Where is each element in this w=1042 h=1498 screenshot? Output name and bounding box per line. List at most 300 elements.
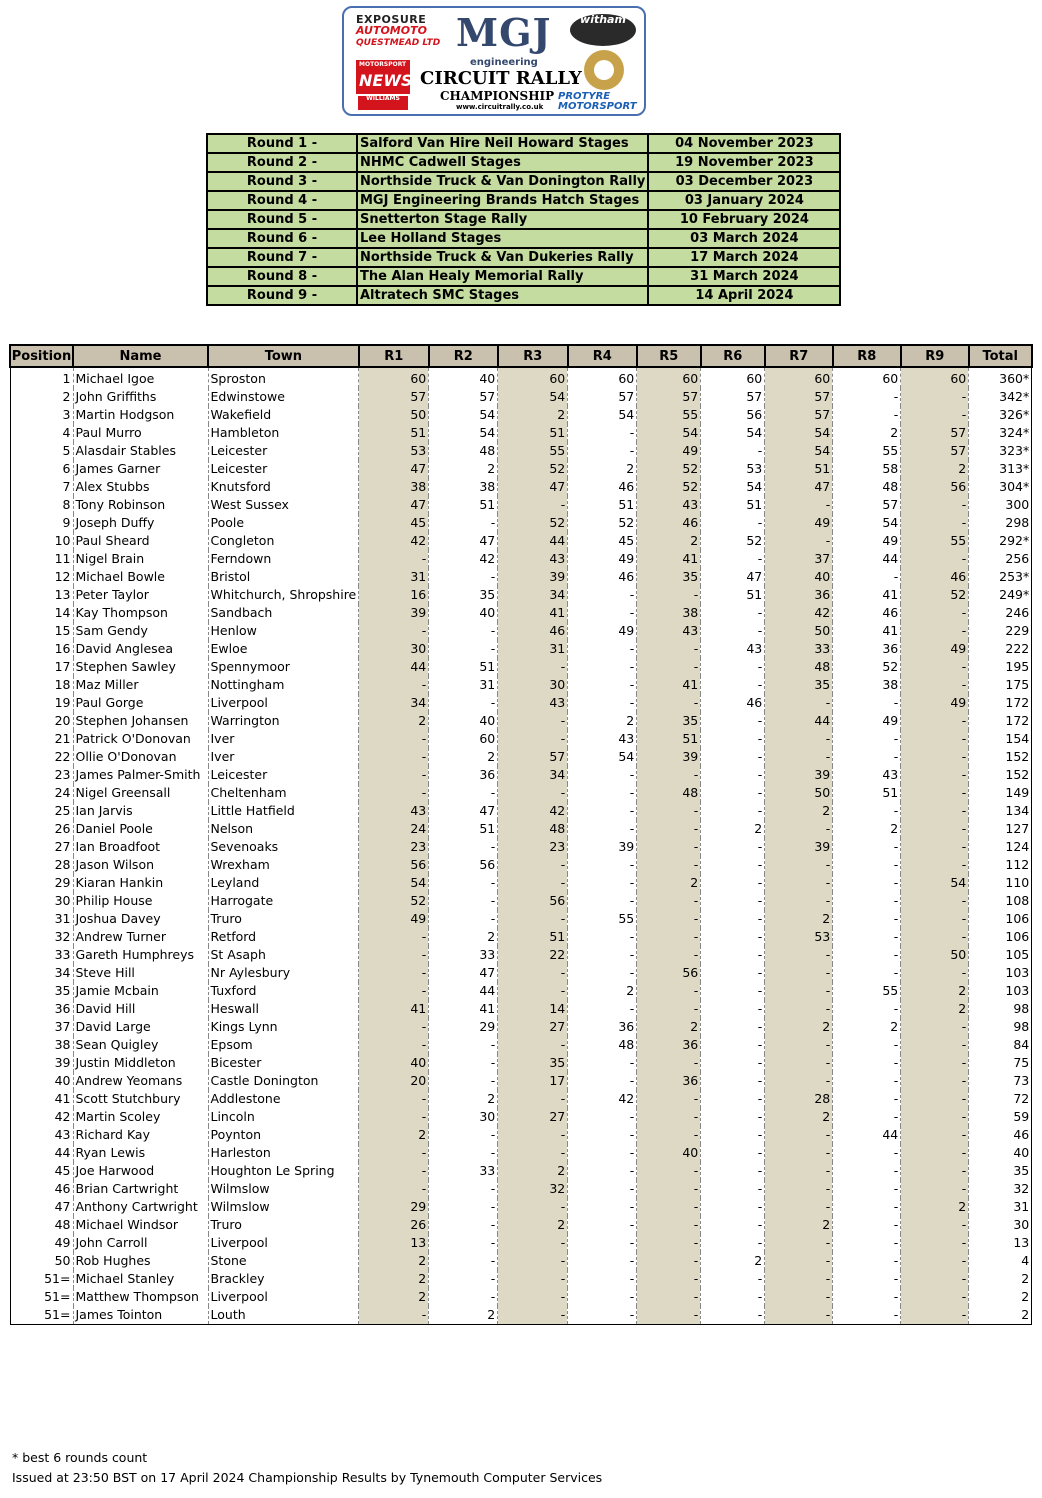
round-score-cell: 40: [765, 568, 833, 586]
round-row: [207, 229, 840, 248]
total-cell: 103: [969, 964, 1032, 982]
table-row: [10, 1054, 1032, 1072]
round-score-cell: 42: [498, 802, 568, 820]
total-cell: 98: [969, 1018, 1032, 1036]
round-score-cell: 30: [429, 1108, 498, 1126]
total-cell: 149: [969, 784, 1032, 802]
town-cell: Poynton: [208, 1126, 359, 1144]
round-score-cell: -: [637, 1090, 701, 1108]
round-score-cell: 41: [637, 676, 701, 694]
round-score-cell: 30: [498, 676, 568, 694]
total-cell: 342*: [969, 388, 1032, 406]
column-header: R4: [568, 345, 637, 367]
round-score-cell: -: [701, 1090, 765, 1108]
total-cell: 134: [969, 802, 1032, 820]
position-cell: 41: [10, 1090, 73, 1108]
round-score-cell: -: [833, 1198, 901, 1216]
round-score-cell: -: [568, 1198, 637, 1216]
round-score-cell: 17: [498, 1072, 568, 1090]
round-score-cell: -: [637, 694, 701, 712]
round-score-cell: -: [833, 1000, 901, 1018]
round-score-cell: -: [568, 1234, 637, 1252]
table-row: [10, 658, 1032, 676]
town-cell: Sevenoaks: [208, 838, 359, 856]
round-score-cell: 51: [637, 730, 701, 748]
round-score-cell: 56: [498, 892, 568, 910]
round-score-cell: -: [833, 1036, 901, 1054]
round-score-cell: -: [498, 1090, 568, 1108]
column-header: Total: [969, 345, 1032, 367]
round-score-cell: 2: [498, 406, 568, 424]
round-score-cell: 54: [359, 874, 429, 892]
column-header: R7: [765, 345, 833, 367]
round-score-cell: -: [637, 1306, 701, 1325]
round-score-cell: -: [701, 730, 765, 748]
position-cell: 32: [10, 928, 73, 946]
town-cell: Truro: [208, 1216, 359, 1234]
round-score-cell: -: [901, 892, 969, 910]
column-header: R2: [429, 345, 498, 367]
round-score-cell: -: [765, 1234, 833, 1252]
round-score-cell: -: [359, 964, 429, 982]
round-score-cell: 43: [701, 640, 765, 658]
total-cell: 105: [969, 946, 1032, 964]
round-score-cell: -: [498, 1270, 568, 1288]
round-score-cell: -: [701, 622, 765, 640]
driver-name-cell: Nigel Greensall: [73, 784, 208, 802]
table-row: [10, 856, 1032, 874]
driver-name-cell: James Garner: [73, 460, 208, 478]
round-score-cell: -: [701, 784, 765, 802]
round-score-cell: -: [765, 694, 833, 712]
round-score-cell: -: [765, 856, 833, 874]
driver-name-cell: Justin Middleton: [73, 1054, 208, 1072]
driver-name-cell: Kay Thompson: [73, 604, 208, 622]
town-cell: Whitchurch, Shropshire: [208, 586, 359, 604]
round-label: Round 3 -: [207, 172, 357, 191]
town-cell: Warrington: [208, 712, 359, 730]
round-score-cell: 56: [701, 406, 765, 424]
round-score-cell: -: [701, 442, 765, 460]
total-cell: 110: [969, 874, 1032, 892]
total-cell: 59: [969, 1108, 1032, 1126]
round-score-cell: -: [429, 1288, 498, 1306]
position-cell: 43: [10, 1126, 73, 1144]
position-cell: 19: [10, 694, 73, 712]
round-score-cell: -: [429, 1144, 498, 1162]
total-cell: 112: [969, 856, 1032, 874]
round-score-cell: -: [833, 1252, 901, 1270]
round-score-cell: -: [359, 766, 429, 784]
round-score-cell: 2: [833, 1018, 901, 1036]
round-date: 10 February 2024: [648, 210, 840, 229]
position-cell: 33: [10, 946, 73, 964]
round-score-cell: -: [568, 1144, 637, 1162]
round-score-cell: -: [568, 1162, 637, 1180]
driver-name-cell: Martin Scoley: [73, 1108, 208, 1126]
driver-name-cell: David Anglesea: [73, 640, 208, 658]
round-score-cell: 42: [359, 532, 429, 550]
round-score-cell: -: [568, 1108, 637, 1126]
round-score-cell: 41: [637, 550, 701, 568]
round-score-cell: 34: [359, 694, 429, 712]
round-score-cell: -: [901, 964, 969, 982]
town-cell: Nelson: [208, 820, 359, 838]
round-score-cell: -: [568, 856, 637, 874]
round-score-cell: -: [359, 1018, 429, 1036]
round-score-cell: 2: [359, 1252, 429, 1270]
round-score-cell: -: [701, 910, 765, 928]
round-score-cell: -: [637, 1234, 701, 1252]
championship-subtitle: CHAMPIONSHIP: [440, 89, 555, 103]
round-row: [207, 267, 840, 286]
round-score-cell: -: [901, 766, 969, 784]
driver-name-cell: Anthony Cartwright: [73, 1198, 208, 1216]
round-score-cell: -: [701, 604, 765, 622]
round-score-cell: 35: [429, 586, 498, 604]
total-cell: 175: [969, 676, 1032, 694]
round-score-cell: 57: [833, 496, 901, 514]
town-cell: Little Hatfield: [208, 802, 359, 820]
town-cell: St Asaph: [208, 946, 359, 964]
round-score-cell: -: [637, 838, 701, 856]
position-cell: 15: [10, 622, 73, 640]
round-score-cell: -: [701, 1288, 765, 1306]
position-cell: 45: [10, 1162, 73, 1180]
position-cell: 7: [10, 478, 73, 496]
round-score-cell: 46: [568, 478, 637, 496]
position-cell: 50: [10, 1252, 73, 1270]
round-score-cell: 47: [765, 478, 833, 496]
round-score-cell: -: [833, 1288, 901, 1306]
round-score-cell: -: [637, 1216, 701, 1234]
town-cell: Epsom: [208, 1036, 359, 1054]
round-event-name: NHMC Cadwell Stages: [357, 153, 648, 172]
round-score-cell: -: [568, 694, 637, 712]
round-score-cell: -: [637, 766, 701, 784]
automoto-sponsor-logo: AUTOMOTO: [356, 24, 427, 37]
position-cell: 28: [10, 856, 73, 874]
town-cell: Brackley: [208, 1270, 359, 1288]
round-score-cell: 48: [765, 658, 833, 676]
round-score-cell: -: [701, 1126, 765, 1144]
round-score-cell: 48: [498, 820, 568, 838]
town-cell: Ferndown: [208, 550, 359, 568]
driver-name-cell: Ian Jarvis: [73, 802, 208, 820]
position-cell: 22: [10, 748, 73, 766]
table-row: [10, 712, 1032, 730]
position-cell: 40: [10, 1072, 73, 1090]
round-score-cell: -: [833, 874, 901, 892]
round-score-cell: -: [701, 802, 765, 820]
table-row: [10, 514, 1032, 532]
town-cell: Leyland: [208, 874, 359, 892]
round-score-cell: -: [359, 622, 429, 640]
total-cell: 13: [969, 1234, 1032, 1252]
town-cell: Congleton: [208, 532, 359, 550]
table-row: [10, 982, 1032, 1000]
round-score-cell: 60: [568, 367, 637, 388]
round-score-cell: 52: [701, 532, 765, 550]
driver-name-cell: Martin Hodgson: [73, 406, 208, 424]
total-cell: 31: [969, 1198, 1032, 1216]
driver-name-cell: Peter Taylor: [73, 586, 208, 604]
round-score-cell: 60: [701, 367, 765, 388]
position-cell: 10: [10, 532, 73, 550]
round-score-cell: 51: [833, 784, 901, 802]
driver-name-cell: Paul Sheard: [73, 532, 208, 550]
round-score-cell: 54: [637, 424, 701, 442]
table-row: [10, 946, 1032, 964]
column-header: R3: [498, 345, 568, 367]
table-row: [10, 1270, 1032, 1288]
round-score-cell: 52: [833, 658, 901, 676]
round-event-name: The Alan Healy Memorial Rally: [357, 267, 648, 286]
total-cell: 106: [969, 928, 1032, 946]
round-score-cell: -: [701, 712, 765, 730]
round-score-cell: -: [568, 802, 637, 820]
round-score-cell: -: [637, 820, 701, 838]
driver-name-cell: Michael Bowle: [73, 568, 208, 586]
round-score-cell: -: [429, 514, 498, 532]
round-score-cell: -: [701, 1306, 765, 1325]
town-cell: Bristol: [208, 568, 359, 586]
round-score-cell: -: [637, 1270, 701, 1288]
round-score-cell: -: [901, 1126, 969, 1144]
table-row: [10, 1090, 1032, 1108]
protyre-sponsor-logo: PROTYRE MOTORSPORT: [558, 91, 637, 112]
position-cell: 14: [10, 604, 73, 622]
position-cell: 5: [10, 442, 73, 460]
column-header: Position: [10, 345, 73, 367]
motorsport-news-big: NEWS: [359, 71, 413, 90]
round-date: 14 April 2024: [648, 286, 840, 305]
round-score-cell: 41: [833, 586, 901, 604]
round-score-cell: -: [901, 1108, 969, 1126]
round-score-cell: 54: [901, 874, 969, 892]
round-score-cell: 49: [833, 532, 901, 550]
round-score-cell: -: [765, 1306, 833, 1325]
round-score-cell: -: [568, 1072, 637, 1090]
round-score-cell: 2: [901, 1198, 969, 1216]
total-cell: 75: [969, 1054, 1032, 1072]
round-score-cell: -: [359, 730, 429, 748]
round-score-cell: 60: [765, 367, 833, 388]
town-cell: Nottingham: [208, 676, 359, 694]
round-score-cell: -: [498, 730, 568, 748]
round-score-cell: -: [701, 748, 765, 766]
driver-name-cell: Kiaran Hankin: [73, 874, 208, 892]
round-score-cell: -: [498, 712, 568, 730]
total-cell: 360*: [969, 367, 1032, 388]
round-score-cell: -: [498, 874, 568, 892]
round-score-cell: 2: [637, 874, 701, 892]
round-score-cell: -: [901, 406, 969, 424]
table-row: [10, 928, 1032, 946]
round-score-cell: 13: [359, 1234, 429, 1252]
total-cell: 222: [969, 640, 1032, 658]
round-score-cell: -: [901, 712, 969, 730]
witham-sponsor-logo: witham: [570, 14, 636, 46]
total-cell: 195: [969, 658, 1032, 676]
round-score-cell: 42: [765, 604, 833, 622]
round-score-cell: -: [901, 1036, 969, 1054]
total-cell: 246: [969, 604, 1032, 622]
position-cell: 17: [10, 658, 73, 676]
round-score-cell: 46: [833, 604, 901, 622]
total-cell: 292*: [969, 532, 1032, 550]
driver-name-cell: Andrew Yeomans: [73, 1072, 208, 1090]
round-score-cell: -: [833, 856, 901, 874]
round-date: 31 March 2024: [648, 267, 840, 286]
position-cell: 11: [10, 550, 73, 568]
round-score-cell: 47: [701, 568, 765, 586]
round-score-cell: -: [359, 748, 429, 766]
position-cell: 47: [10, 1198, 73, 1216]
position-cell: 20: [10, 712, 73, 730]
round-score-cell: -: [498, 1252, 568, 1270]
round-score-cell: -: [701, 964, 765, 982]
round-label: Round 1 -: [207, 134, 357, 153]
round-date: 19 November 2023: [648, 153, 840, 172]
round-score-cell: 2: [701, 820, 765, 838]
round-score-cell: 57: [765, 388, 833, 406]
total-cell: 2: [969, 1270, 1032, 1288]
round-score-cell: 55: [901, 532, 969, 550]
round-score-cell: 26: [359, 1216, 429, 1234]
round-score-cell: 27: [498, 1108, 568, 1126]
round-score-cell: -: [901, 1216, 969, 1234]
round-score-cell: -: [765, 1072, 833, 1090]
round-score-cell: -: [765, 946, 833, 964]
round-score-cell: 49: [568, 622, 637, 640]
table-row: [10, 730, 1032, 748]
exposure-sponsor-logo: EXPOSURE: [356, 13, 427, 26]
driver-name-cell: Steve Hill: [73, 964, 208, 982]
round-score-cell: 51: [359, 424, 429, 442]
round-score-cell: -: [568, 586, 637, 604]
round-score-cell: 51: [701, 586, 765, 604]
round-score-cell: 2: [765, 910, 833, 928]
table-row: [10, 1072, 1032, 1090]
round-score-cell: 14: [498, 1000, 568, 1018]
round-score-cell: -: [429, 694, 498, 712]
round-score-cell: 37: [765, 550, 833, 568]
town-cell: Retford: [208, 928, 359, 946]
table-row: [10, 640, 1032, 658]
position-cell: 3: [10, 406, 73, 424]
round-score-cell: 2: [901, 460, 969, 478]
round-score-cell: -: [765, 1000, 833, 1018]
round-label: Round 6 -: [207, 229, 357, 248]
driver-name-cell: Gareth Humphreys: [73, 946, 208, 964]
position-cell: 4: [10, 424, 73, 442]
round-score-cell: -: [901, 928, 969, 946]
town-cell: Liverpool: [208, 694, 359, 712]
round-score-cell: -: [637, 1162, 701, 1180]
position-cell: 18: [10, 676, 73, 694]
position-cell: 16: [10, 640, 73, 658]
driver-name-cell: Philip House: [73, 892, 208, 910]
round-score-cell: 54: [429, 406, 498, 424]
round-score-cell: -: [701, 1144, 765, 1162]
round-score-cell: -: [498, 982, 568, 1000]
town-cell: Knutsford: [208, 478, 359, 496]
round-score-cell: -: [701, 838, 765, 856]
round-score-cell: 31: [429, 676, 498, 694]
round-score-cell: -: [765, 874, 833, 892]
round-score-cell: -: [701, 514, 765, 532]
round-score-cell: 23: [359, 838, 429, 856]
round-score-cell: -: [637, 1288, 701, 1306]
round-label: Round 8 -: [207, 267, 357, 286]
total-cell: 324*: [969, 424, 1032, 442]
round-score-cell: -: [833, 1270, 901, 1288]
round-label: Round 2 -: [207, 153, 357, 172]
driver-name-cell: Sam Gendy: [73, 622, 208, 640]
round-score-cell: 43: [359, 802, 429, 820]
total-cell: 73: [969, 1072, 1032, 1090]
position-cell: 35: [10, 982, 73, 1000]
table-row: [10, 442, 1032, 460]
position-cell: 51=: [10, 1270, 73, 1288]
round-score-cell: 29: [429, 1018, 498, 1036]
round-score-cell: -: [637, 856, 701, 874]
round-score-cell: -: [765, 1162, 833, 1180]
total-cell: 2: [969, 1306, 1032, 1325]
round-score-cell: -: [429, 1252, 498, 1270]
position-cell: 36: [10, 1000, 73, 1018]
footnotes: [12, 1448, 602, 1488]
round-score-cell: -: [568, 766, 637, 784]
round-score-cell: -: [701, 1036, 765, 1054]
total-cell: 300: [969, 496, 1032, 514]
table-row: [10, 367, 1032, 388]
driver-name-cell: Rob Hughes: [73, 1252, 208, 1270]
round-score-cell: -: [901, 550, 969, 568]
round-date: 17 March 2024: [648, 248, 840, 267]
table-row: [10, 892, 1032, 910]
round-score-cell: 2: [765, 802, 833, 820]
position-cell: 8: [10, 496, 73, 514]
round-score-cell: 31: [498, 640, 568, 658]
round-score-cell: 36: [637, 1072, 701, 1090]
championship-title: CIRCUIT RALLY: [420, 68, 582, 89]
position-cell: 48: [10, 1216, 73, 1234]
total-cell: 40: [969, 1144, 1032, 1162]
round-score-cell: -: [833, 946, 901, 964]
round-score-cell: 57: [901, 424, 969, 442]
round-score-cell: 2: [901, 1000, 969, 1018]
table-row: [10, 784, 1032, 802]
driver-name-cell: Jason Wilson: [73, 856, 208, 874]
round-score-cell: 55: [833, 982, 901, 1000]
round-score-cell: 51: [701, 496, 765, 514]
round-score-cell: -: [765, 1054, 833, 1072]
position-cell: 30: [10, 892, 73, 910]
round-score-cell: 50: [901, 946, 969, 964]
round-score-cell: 2: [429, 1306, 498, 1325]
round-score-cell: -: [901, 1306, 969, 1325]
round-score-cell: 35: [765, 676, 833, 694]
town-cell: Kings Lynn: [208, 1018, 359, 1036]
position-cell: 26: [10, 820, 73, 838]
position-cell: 42: [10, 1108, 73, 1126]
round-score-cell: -: [498, 784, 568, 802]
round-score-cell: 35: [498, 1054, 568, 1072]
total-cell: 124: [969, 838, 1032, 856]
round-score-cell: -: [765, 1180, 833, 1198]
